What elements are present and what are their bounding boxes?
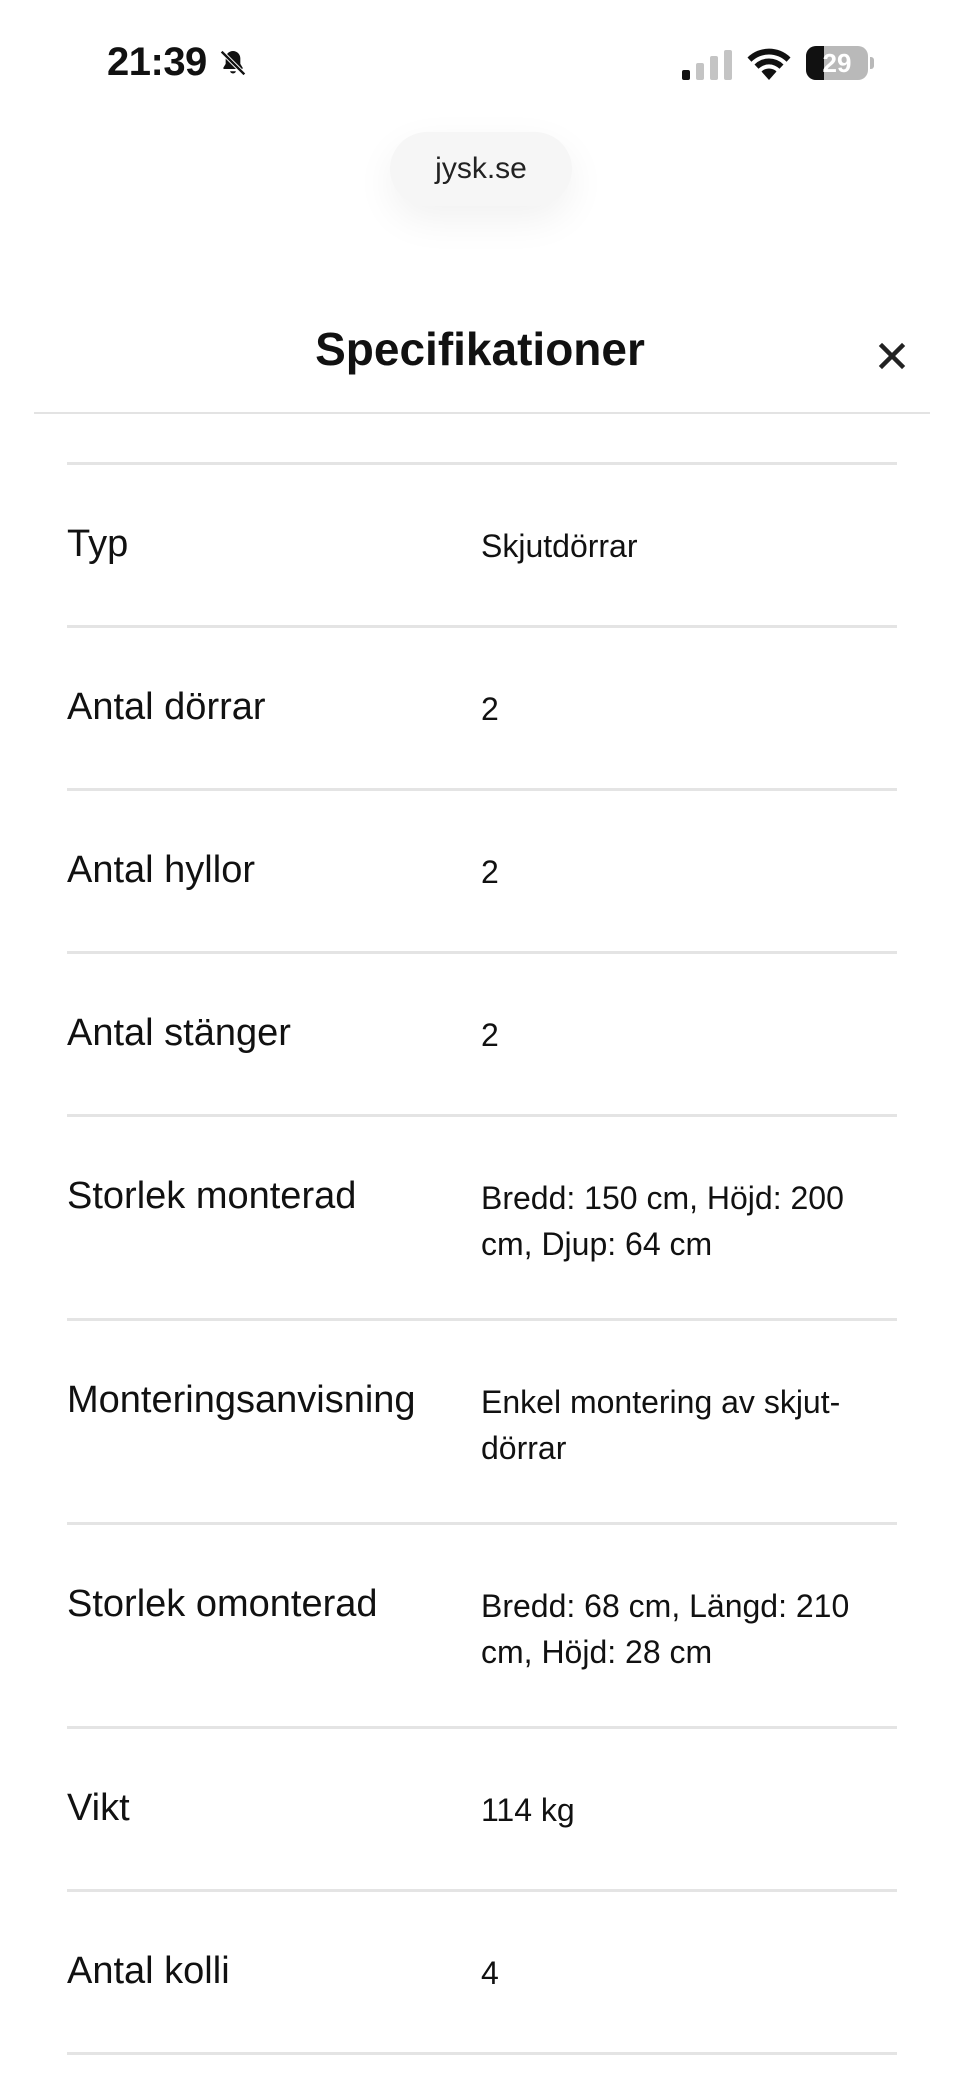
spec-label: Typ <box>67 523 129 565</box>
close-button[interactable] <box>868 332 916 380</box>
battery-level: 29 <box>822 48 852 78</box>
url-text: jysk.se <box>435 152 527 185</box>
status-time: 21:39 <box>107 40 207 84</box>
spec-row-monteringsanvisning <box>67 1318 897 1522</box>
battery-body <box>806 46 868 80</box>
spec-label: Storlek monterad <box>67 1175 357 1217</box>
spec-label: Antal kolli <box>67 1950 230 1992</box>
spec-value: Enkel montering av skjut-dörrar <box>481 1384 841 1466</box>
spec-label: Vikt <box>67 1787 130 1829</box>
spec-value: Bredd: 68 cm, Längd: 210 cm, Höjd: 28 cm <box>481 1588 850 1670</box>
wifi-icon <box>746 46 792 80</box>
spec-list-divider <box>67 2052 897 2055</box>
spec-list <box>67 462 897 2055</box>
status-bar <box>0 0 960 130</box>
status-time-group <box>107 40 249 85</box>
spec-label: Antal dörrar <box>67 686 266 728</box>
spec-value: 2 <box>481 854 499 890</box>
spec-value: 2 <box>481 691 499 727</box>
header-divider <box>34 412 930 414</box>
spec-value: Skjutdörrar <box>481 528 638 564</box>
spec-label: Monteringsanvisning <box>67 1379 416 1421</box>
bell-slash-icon <box>217 47 249 79</box>
spec-value: Bredd: 150 cm, Höjd: 200 cm, Djup: 64 cm <box>481 1180 844 1262</box>
spec-row-antal-kolli <box>67 1889 897 2052</box>
spec-row-vikt <box>67 1726 897 1889</box>
spec-value: 2 <box>481 1017 499 1053</box>
cellular-signal-icon <box>682 50 732 80</box>
spec-row-typ <box>67 462 897 625</box>
close-icon <box>868 332 916 380</box>
spec-label: Antal stänger <box>67 1012 291 1054</box>
url-bar[interactable] <box>390 132 572 206</box>
spec-label: Storlek omonterad <box>67 1583 378 1625</box>
sheet-header <box>0 300 960 414</box>
spec-row-antal-stanger <box>67 951 897 1114</box>
spec-row-antal-dorrar <box>67 625 897 788</box>
battery-icon <box>806 46 874 80</box>
spec-row-storlek-omonterad <box>67 1522 897 1726</box>
spec-value: 4 <box>481 1955 499 1991</box>
spec-row-storlek-monterad <box>67 1114 897 1318</box>
spec-label: Antal hyllor <box>67 849 255 891</box>
spec-value: 114 kg <box>481 1792 575 1828</box>
spec-row-antal-hyllor <box>67 788 897 951</box>
page-title: Specifikationer <box>315 323 645 375</box>
battery-tip <box>870 57 874 69</box>
